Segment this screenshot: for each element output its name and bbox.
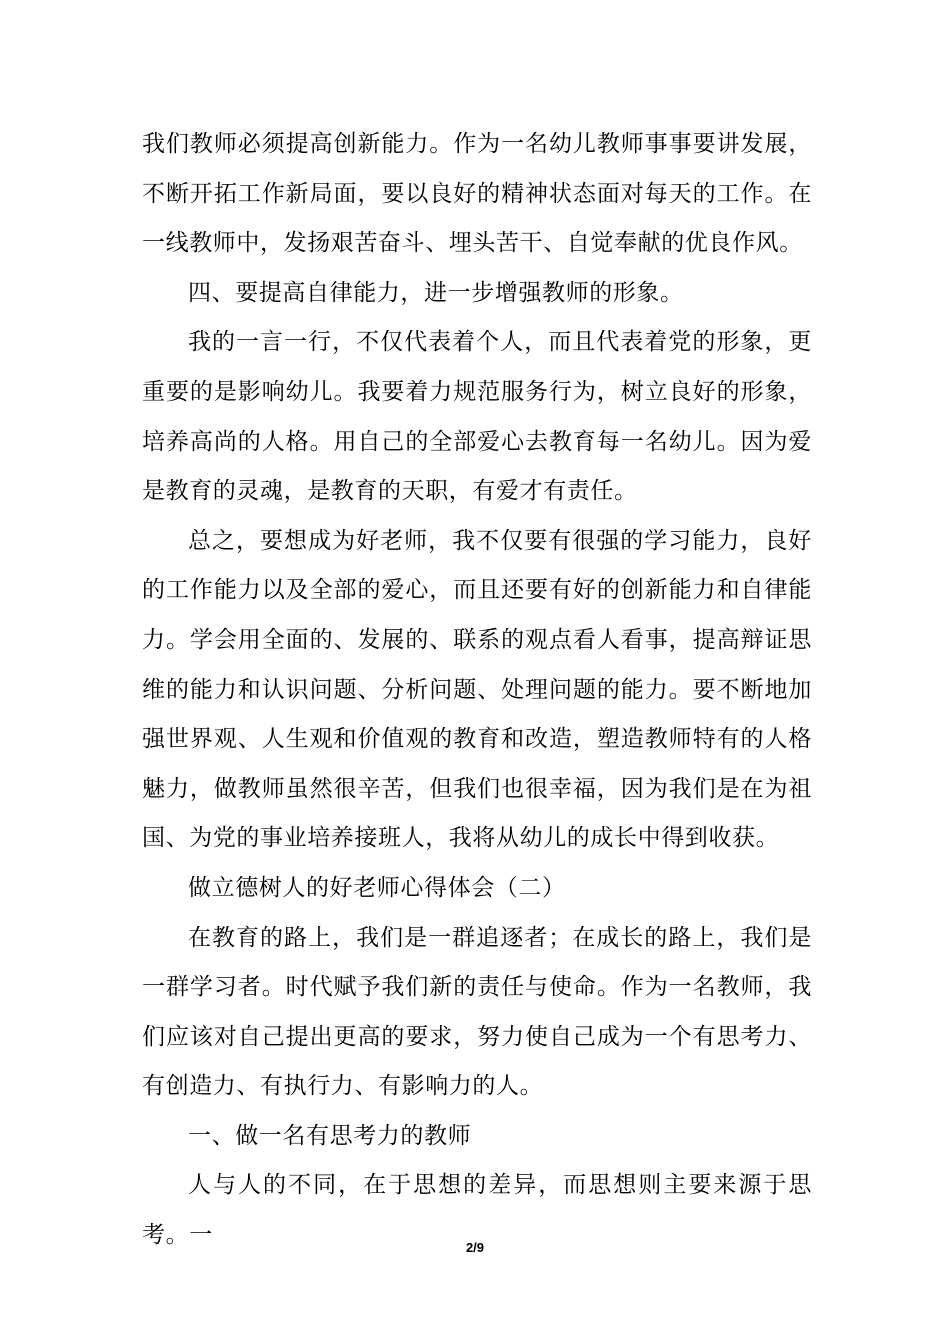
paragraph-3: 总之，要想成为好老师，我不仅要有很强的学习能力，良好的工作能力以及全部的爱心，而且还要有好的创新能力和自律能力。学会用全面的、发展的、联系的观点看人看事，提高辩证思维的能力和认识问题、分析问题、处理问题的能力。要不断地加强世界观、人生观和价值观的教育和改造，塑造教师特有的人格魅力，做教师虽然很辛苦，但我们也很幸福，因为我们是在为祖国、为党的事业培养接班人，我将从幼儿的成长中得到收获。 <box>142 527 812 852</box>
section-heading-4: 四、要提高自律能力，进一步增强教师的形象。 <box>188 279 684 306</box>
document-body <box>142 120 812 1261</box>
paragraph-5: 人与人的不同，在于思想的差异，而思想则主要来源于思考。一 <box>142 1172 812 1249</box>
article-subtitle: 做立德树人的好老师心得体会（二） <box>188 874 566 901</box>
page-number: 2/9 <box>465 1240 485 1255</box>
paragraph-1: 我们教师必须提高创新能力。作为一名幼儿教师事事要讲发展，不断开拓工作新局面，要以良好的精神状态面对每天的工作。在一线教师中，发扬艰苦奋斗、埋头苦干、自觉奉献的优良作风。 <box>142 131 812 257</box>
section-heading-1: 一、做一名有思考力的教师 <box>188 1122 472 1149</box>
paragraph-2: 我的一言一行，不仅代表着个人，而且代表着党的形象，更重要的是影响幼儿。我要着力规范服务行为，树立良好的形象，培养高尚的人格。用自己的全部爱心去教育每一名幼儿。因为爱是教育的灵魂，是教育的天职，有爱才有责任。 <box>142 329 812 505</box>
paragraph-4: 在教育的路上，我们是一群追逐者；在成长的路上，我们是一群学习者。时代赋予我们新的责任与使命。作为一名教师，我们应该对自己提出更高的要求，努力使自己成为一个有思考力、有创造力、有执行力、有影响力的人。 <box>142 924 812 1100</box>
